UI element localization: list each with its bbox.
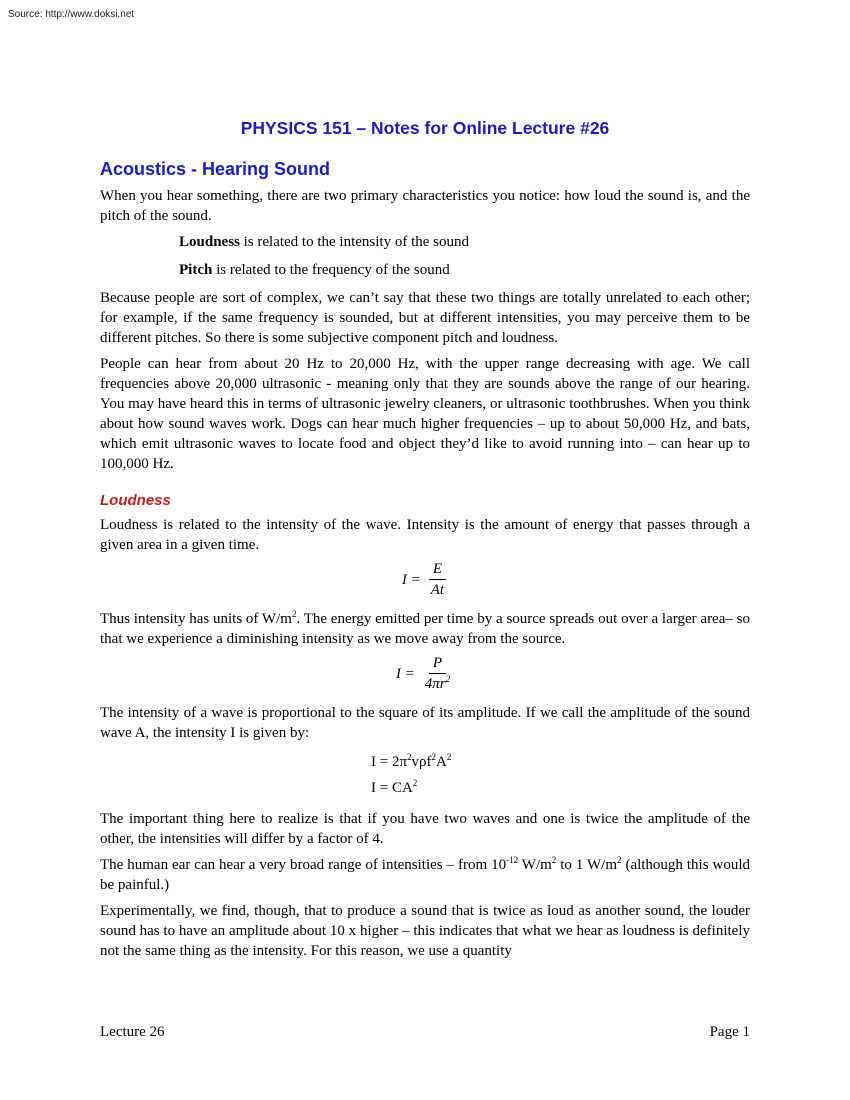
eq3-part-a: I = 2π	[371, 754, 408, 770]
footer-lecture: Lecture 26	[100, 1024, 165, 1040]
factor-paragraph: The important thing here to realize is that if you have two waves and one is twice the amplitude of the other, the intensities will differ by a factor of 4.	[100, 811, 750, 847]
eq2-lhs: I =	[395, 665, 415, 682]
eq1-denominator: At	[430, 582, 445, 598]
intro-paragraph: When you hear something, there are two primary characteristics you notice: how loud the sound is, and the pitch of the sound.	[100, 188, 750, 224]
eq1-numerator: E	[429, 561, 446, 580]
experiment-paragraph: Experimentally, we find, though, that to produce a sound that is twice as loud as another sound, the louder sound has to have an amplitude about 10 x higher – this indicates that what we hear as loudness is definitely not the same thing as the intensity. For this reason, we use a quantity	[100, 903, 750, 959]
eq2-denominator	[421, 674, 454, 693]
ear-sup-3: 2	[617, 855, 622, 865]
eq3-part-c: A	[436, 754, 447, 770]
eq1-fraction	[427, 561, 448, 599]
eq2-den-sup: 2	[445, 674, 451, 684]
section-title: Acoustics - Hearing Sound	[100, 159, 331, 179]
ear-text-d: (although this would be painful.)	[100, 857, 750, 893]
eq3-part-b: vρf	[411, 754, 432, 770]
eq3-sup-1: 2	[407, 752, 412, 762]
loudness-definition	[179, 232, 750, 252]
complex-paragraph: Because people are sort of complex, we can’t say that these two things are totally unrelated to each other; for example, if the same frequency is sounded, but at different intensities, you may perceive them to be different pitches. So there is some subjective component pitch and loudness.	[100, 290, 750, 346]
eq2-numerator: P	[429, 655, 446, 674]
eq1-lhs: I =	[401, 571, 421, 588]
pitch-definition	[179, 260, 750, 280]
eq3-sup-2: 2	[431, 752, 437, 762]
pitch-term: Pitch	[179, 262, 213, 278]
ear-text-b: W/m	[518, 857, 552, 873]
intensity-paragraph: Loudness is related to the intensity of the wave. Intensity is the amount of energy that passes through a given area in a given time.	[100, 517, 750, 553]
eq4-sup-1: 2	[412, 778, 418, 788]
eq2-fraction	[421, 655, 454, 693]
loudness-term: Loudness	[179, 234, 240, 250]
intensity-equation	[100, 561, 750, 599]
ear-text-a: The human ear can hear a very broad range of intensities – from 10	[100, 857, 507, 873]
loudness-text: is related to the intensity of the sound	[239, 234, 469, 250]
amplitude-paragraph: The intensity of a wave is proportional to the square of its amplitude. If we call the amplitude of the sound wave A, the intensity I is given by:	[100, 705, 750, 741]
pitch-text: is related to the frequency of the sound	[212, 262, 450, 278]
amplitude-equation-short	[371, 775, 750, 801]
eq2-den-base: 4πr	[424, 676, 446, 692]
units-sup: 2	[291, 609, 297, 619]
ear-sup-2: 2	[551, 855, 557, 865]
subsection-title: Loudness	[100, 492, 171, 509]
amplitude-equation-full	[371, 749, 750, 775]
units-text-b: . The energy emitted per time by a source spreads out over a larger area– so that we experience a diminishing intensity as we move away from the source.	[100, 611, 750, 647]
eq3-sup-3: 2	[446, 752, 452, 762]
amplitude-equations	[371, 749, 750, 801]
power-equation	[100, 655, 750, 693]
source-label: Source: http://www.doksi.net	[8, 9, 135, 20]
units-paragraph	[100, 609, 750, 649]
ear-sup-1: -12	[506, 855, 519, 865]
page-title: PHYSICS 151 – Notes for Online Lecture #26	[240, 118, 610, 138]
footer-page-number: Page 1	[709, 1024, 750, 1040]
eq4-part-a: I = CA	[371, 780, 413, 796]
ear-range-paragraph	[100, 855, 750, 895]
hearing-range-paragraph: People can hear from about 20 Hz to 20,000 Hz, with the upper range decreasing with age. We call frequencies above 20,000 ultrasonic - meaning only that they are sounds above the range of our hearing. You may have heard this in terms of ultrasonic jewelry cleaners, or ultrasonic toothbrushes. When you think about how sound waves work. Dogs can hear much higher frequencies – up to about 50,000 Hz, and bats, which emit ultrasonic waves to locate food and object they’d like to avoid running into – can hear up to 100,000 Hz.	[100, 356, 750, 472]
units-text-a: Thus intensity has units of W/m	[100, 611, 292, 627]
document-page	[100, 118, 750, 967]
ear-text-c: to 1 W/m	[556, 857, 617, 873]
